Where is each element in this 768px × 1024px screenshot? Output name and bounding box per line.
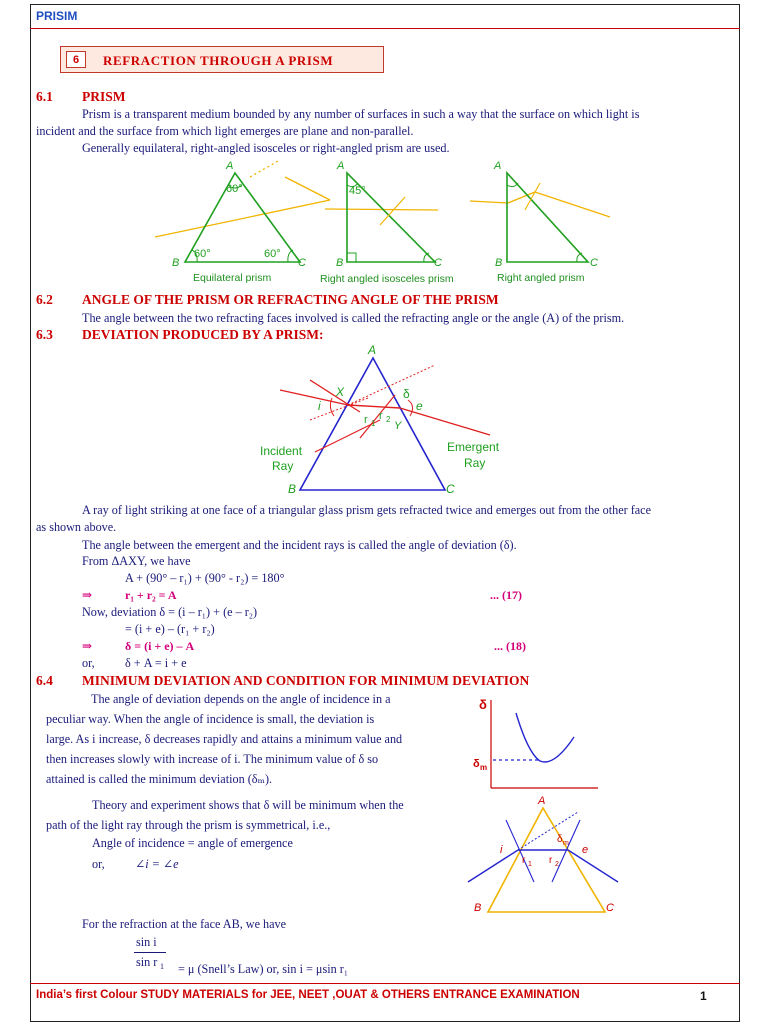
footer-rule <box>30 983 740 984</box>
right-angled-prism <box>470 160 610 269</box>
section-6-2-title: ANGLE OF THE PRISM OR REFRACTING ANGLE OF THE PRISM <box>82 292 499 307</box>
svg-text:C: C <box>590 257 598 269</box>
caption-equilateral: Equilateral prism <box>193 272 272 284</box>
eq-delta: δ = (i + e) – A <box>125 639 195 653</box>
svg-text:δ: δ <box>557 834 563 845</box>
header-rule <box>30 28 740 29</box>
chapter-number: 6 <box>66 51 86 68</box>
s64-or: or, <box>92 857 105 871</box>
caption-right-angled: Right angled prism <box>497 272 585 284</box>
snell-frac-denominator-sub: 1 <box>160 962 164 971</box>
s62-text: The angle between the two refracting faces involved is called the refracting angle or the angle (A) of the prism. <box>82 311 625 325</box>
s61-para2: Generally equilateral, right-angled isosceles or right-angled prism are used. <box>82 141 450 155</box>
chapter-heading-box <box>60 46 384 73</box>
svg-text:1: 1 <box>371 419 376 428</box>
eq-angle-sum: A + (90° – r₁) + (90° - r₂) = 180° <box>125 571 285 585</box>
svg-text:B: B <box>474 902 482 914</box>
eq-deviation: Now, deviation δ = (i – r₁) + (e – r₂) <box>82 605 258 619</box>
svg-text:A: A <box>368 343 377 357</box>
svg-text:r: r <box>522 855 526 866</box>
s64-line5: attained is called the minimum deviation (δₘ). <box>46 772 273 786</box>
p63-line4: From ΔAXY, we have <box>82 554 191 568</box>
p63-line3: The angle between the emergent and the incident rays is called the angle of deviation (δ). <box>82 538 517 552</box>
svg-text:m: m <box>480 763 488 772</box>
s64-line1: The angle of deviation depends on the angle of incidence in a <box>91 692 391 706</box>
svg-text:B: B <box>288 482 297 496</box>
svg-text:r: r <box>364 414 368 426</box>
s64-line4: then increases slowly with increase of i. The minimum value of δ so <box>46 752 379 766</box>
svg-text:X: X <box>336 385 345 399</box>
svg-text:Ray: Ray <box>464 456 486 470</box>
svg-text:Ray: Ray <box>272 459 294 473</box>
svg-text:Incident: Incident <box>260 444 303 458</box>
prism-types-figure <box>140 155 620 290</box>
svg-text:δ: δ <box>473 758 480 770</box>
svg-text:Y: Y <box>394 420 402 432</box>
s64-theory-line1: Theory and experiment shows that δ will be minimum when the <box>92 798 404 812</box>
section-6-2-number: 6.2 <box>36 292 53 307</box>
eq-label-17: ... (17) <box>490 588 522 602</box>
svg-text:δ: δ <box>403 387 410 401</box>
snell-law: = μ (Snell’s Law) or, sin i = μsin r₁ <box>178 962 349 976</box>
svg-text:B: B <box>172 257 180 269</box>
page-number: 1 <box>700 989 707 1003</box>
section-6-4-title: MINIMUM DEVIATION AND CONDITION FOR MINIMUM DEVIATION <box>82 673 530 688</box>
eq-r1-r2: r₁ + r₂ = A <box>125 588 177 602</box>
chapter-title: REFRACTION THROUGH A PRISM <box>103 53 334 68</box>
fraction-bar <box>134 952 166 953</box>
svg-text:60°: 60° <box>264 248 281 260</box>
s64-refraction-ab: For the refraction at the face AB, we have <box>82 917 287 931</box>
section-6-4-number: 6.4 <box>36 673 53 688</box>
eq-deviation-2: = (i + e) – (r₁ + r₂) <box>125 622 215 636</box>
svg-text:Emergent: Emergent <box>447 440 500 454</box>
svg-text:r: r <box>549 855 553 866</box>
svg-text:B: B <box>336 257 344 269</box>
eq-delta-sum: δ + A = i + e <box>125 656 187 670</box>
svg-text:e: e <box>582 844 589 856</box>
svg-text:1: 1 <box>528 861 532 868</box>
svg-text:2: 2 <box>555 861 559 868</box>
svg-text:A: A <box>337 160 345 172</box>
svg-text:C: C <box>446 482 455 496</box>
caption-right-isosceles: Right angled isosceles prism <box>320 273 454 285</box>
minimum-deviation-figure <box>460 790 630 920</box>
s64-theory-line2: path of the light ray through the prism is symmetrical, i.e., <box>46 818 331 832</box>
svg-text:2: 2 <box>386 415 391 424</box>
section-6-1-title: PRISM <box>82 89 126 104</box>
s64-line3: large. As i increase, δ decreases rapidly and attains a minimum value and <box>46 732 403 746</box>
svg-text:C: C <box>606 902 614 914</box>
s64-line2: peculiar way. When the angle of incidence is small, the deviation is <box>46 712 375 726</box>
section-6-1-number: 6.1 <box>36 89 53 104</box>
right-isosceles-prism <box>325 160 442 269</box>
arrow-1: ⇒ <box>82 588 93 602</box>
eq-label-18: ... (18) <box>494 639 526 653</box>
section-6-3-number: 6.3 <box>36 327 53 342</box>
svg-text:60°: 60° <box>226 183 243 195</box>
equilateral-prism <box>155 160 330 269</box>
p63-line1: A ray of light striking at one face of a triangular glass prism gets refracted twice and emerges out from the other face <box>82 503 651 517</box>
svg-text:45°: 45° <box>349 185 366 197</box>
deviation-figure <box>250 340 530 500</box>
svg-text:i: i <box>318 399 321 413</box>
deviation-graph <box>470 695 605 795</box>
p63-line2: as shown above. <box>36 520 117 534</box>
s61-para1-line2: incident and the surface from which light emerges are plane and non-parallel. <box>36 124 414 138</box>
svg-text:e: e <box>416 399 423 413</box>
snell-frac-denominator: sin r <box>136 955 158 969</box>
svg-text:δ: δ <box>479 697 487 712</box>
s61-para1-line1: Prism is a transparent medium bounded by any number of surfaces in such a way that the surface on which light is <box>82 107 640 121</box>
svg-text:A: A <box>538 795 546 807</box>
arrow-2: ⇒ <box>82 639 93 653</box>
snell-frac-numerator: sin i <box>136 935 157 949</box>
footer-text: India’s first Colour STUDY MATERIALS for JEE, NEET ,OUAT & OTHERS ENTRANCE EXAMINATION <box>36 989 580 1001</box>
svg-text:C: C <box>298 257 306 269</box>
svg-text:B: B <box>495 257 503 269</box>
section-6-3-title: DEVIATION PRODUCED BY A PRISM: <box>82 327 324 342</box>
svg-text:m: m <box>563 840 569 847</box>
s64-angle-eq: ∠i = ∠e <box>135 857 179 871</box>
s64-theory-line3: Angle of incidence = angle of emergence <box>92 836 293 850</box>
svg-text:60°: 60° <box>194 248 211 260</box>
svg-text:C: C <box>434 257 442 269</box>
svg-text:r: r <box>379 410 383 422</box>
svg-text:A: A <box>226 160 234 172</box>
page-header-title: PRISIM <box>36 9 78 23</box>
or-label: or, <box>82 656 95 670</box>
svg-text:i: i <box>500 844 503 856</box>
svg-text:A: A <box>494 160 502 172</box>
